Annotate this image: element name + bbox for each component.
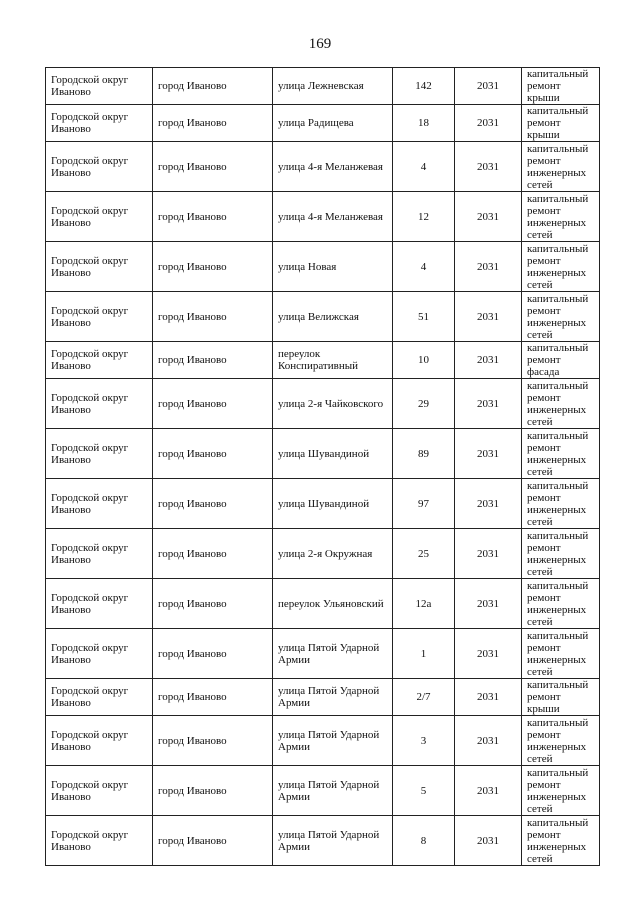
cell-house-number: 25 — [393, 529, 455, 579]
cell-city: город Иваново — [153, 429, 273, 479]
cell-municipality: Городской округ Иваново — [46, 379, 153, 429]
table-row — [46, 766, 600, 816]
table-row — [46, 292, 600, 342]
cell-city: город Иваново — [153, 68, 273, 105]
cell-house-number: 3 — [393, 716, 455, 766]
cell-city: город Иваново — [153, 629, 273, 679]
cell-house-number: 10 — [393, 342, 455, 379]
cell-street: улица Пятой Ударной Армии — [273, 629, 393, 679]
cell-year: 2031 — [455, 68, 522, 105]
table-row — [46, 579, 600, 629]
cell-municipality: Городской округ Иваново — [46, 629, 153, 679]
cell-street: улица Пятой Ударной Армии — [273, 766, 393, 816]
cell-city: город Иваново — [153, 479, 273, 529]
cell-house-number: 4 — [393, 242, 455, 292]
cell-work-type: капитальный ремонт инженерных сетей — [522, 379, 600, 429]
cell-street: улица Пятой Ударной Армии — [273, 679, 393, 716]
cell-city: город Иваново — [153, 292, 273, 342]
table-row — [46, 429, 600, 479]
cell-work-type: капитальный ремонт инженерных сетей — [522, 479, 600, 529]
cell-street: улица Лежневская — [273, 68, 393, 105]
cell-city: город Иваново — [153, 679, 273, 716]
cell-city: город Иваново — [153, 766, 273, 816]
cell-municipality: Городской округ Иваново — [46, 142, 153, 192]
cell-work-type: капитальный ремонт инженерных сетей — [522, 142, 600, 192]
cell-year: 2031 — [455, 429, 522, 479]
repair-schedule-table — [45, 67, 600, 866]
cell-municipality: Городской округ Иваново — [46, 716, 153, 766]
table-row — [46, 192, 600, 242]
table-row — [46, 242, 600, 292]
table-row — [46, 105, 600, 142]
cell-street: переулок Ульяновский — [273, 579, 393, 629]
cell-city: город Иваново — [153, 579, 273, 629]
table-row — [46, 342, 600, 379]
cell-city: город Иваново — [153, 105, 273, 142]
cell-year: 2031 — [455, 142, 522, 192]
cell-house-number: 1 — [393, 629, 455, 679]
cell-work-type: капитальный ремонт инженерных сетей — [522, 242, 600, 292]
cell-street: улица 4-я Меланжевая — [273, 192, 393, 242]
cell-street: улица Пятой Ударной Армии — [273, 716, 393, 766]
cell-municipality: Городской округ Иваново — [46, 342, 153, 379]
cell-year: 2031 — [455, 379, 522, 429]
cell-work-type: капитальный ремонт инженерных сетей — [522, 579, 600, 629]
cell-year: 2031 — [455, 816, 522, 866]
cell-work-type: капитальный ремонт фасада — [522, 342, 600, 379]
cell-year: 2031 — [455, 342, 522, 379]
cell-city: город Иваново — [153, 529, 273, 579]
cell-year: 2031 — [455, 679, 522, 716]
table-row — [46, 629, 600, 679]
cell-house-number: 12 — [393, 192, 455, 242]
table-row — [46, 679, 600, 716]
table-row — [46, 379, 600, 429]
cell-work-type: капитальный ремонт инженерных сетей — [522, 292, 600, 342]
cell-work-type: капитальный ремонт крыши — [522, 105, 600, 142]
cell-house-number: 97 — [393, 479, 455, 529]
table-row — [46, 142, 600, 192]
cell-street: улица Новая — [273, 242, 393, 292]
cell-municipality: Городской округ Иваново — [46, 766, 153, 816]
cell-city: город Иваново — [153, 142, 273, 192]
cell-street: улица 2-я Окружная — [273, 529, 393, 579]
cell-municipality: Городской округ Иваново — [46, 429, 153, 479]
cell-work-type: капитальный ремонт инженерных сетей — [522, 429, 600, 479]
cell-municipality: Городской округ Иваново — [46, 479, 153, 529]
cell-municipality: Городской округ Иваново — [46, 579, 153, 629]
cell-house-number: 142 — [393, 68, 455, 105]
cell-year: 2031 — [455, 192, 522, 242]
cell-year: 2031 — [455, 716, 522, 766]
table-body — [46, 68, 600, 866]
cell-work-type: капитальный ремонт инженерных сетей — [522, 629, 600, 679]
cell-house-number: 5 — [393, 766, 455, 816]
cell-municipality: Городской округ Иваново — [46, 529, 153, 579]
cell-municipality: Городской округ Иваново — [46, 679, 153, 716]
table-row — [46, 716, 600, 766]
cell-work-type: капитальный ремонт инженерных сетей — [522, 716, 600, 766]
cell-work-type: капитальный ремонт инженерных сетей — [522, 529, 600, 579]
cell-municipality: Городской округ Иваново — [46, 68, 153, 105]
cell-street: улица Шувандиной — [273, 479, 393, 529]
cell-year: 2031 — [455, 579, 522, 629]
cell-street: переулок Конспиративный — [273, 342, 393, 379]
cell-year: 2031 — [455, 292, 522, 342]
cell-city: город Иваново — [153, 816, 273, 866]
cell-municipality: Городской округ Иваново — [46, 192, 153, 242]
cell-street: улица Пятой Ударной Армии — [273, 816, 393, 866]
cell-house-number: 4 — [393, 142, 455, 192]
cell-house-number: 51 — [393, 292, 455, 342]
cell-street: улица 4-я Меланжевая — [273, 142, 393, 192]
cell-work-type: капитальный ремонт инженерных сетей — [522, 766, 600, 816]
table-row — [46, 479, 600, 529]
cell-year: 2031 — [455, 629, 522, 679]
cell-city: город Иваново — [153, 716, 273, 766]
page-number: 169 — [308, 36, 332, 52]
cell-municipality: Городской округ Иваново — [46, 816, 153, 866]
cell-street: улица Шувандиной — [273, 429, 393, 479]
cell-street: улица Радищева — [273, 105, 393, 142]
cell-municipality: Городской округ Иваново — [46, 105, 153, 142]
cell-house-number: 29 — [393, 379, 455, 429]
cell-year: 2031 — [455, 242, 522, 292]
cell-house-number: 8 — [393, 816, 455, 866]
cell-house-number: 12а — [393, 579, 455, 629]
cell-house-number: 18 — [393, 105, 455, 142]
table-row — [46, 68, 600, 105]
cell-city: город Иваново — [153, 379, 273, 429]
cell-city: город Иваново — [153, 342, 273, 379]
cell-year: 2031 — [455, 479, 522, 529]
cell-city: город Иваново — [153, 192, 273, 242]
cell-house-number: 89 — [393, 429, 455, 479]
cell-city: город Иваново — [153, 242, 273, 292]
cell-municipality: Городской округ Иваново — [46, 242, 153, 292]
cell-year: 2031 — [455, 766, 522, 816]
cell-work-type: капитальный ремонт инженерных сетей — [522, 192, 600, 242]
cell-house-number: 2/7 — [393, 679, 455, 716]
table-row — [46, 816, 600, 866]
cell-year: 2031 — [455, 529, 522, 579]
cell-work-type: капитальный ремонт крыши — [522, 679, 600, 716]
cell-municipality: Городской округ Иваново — [46, 292, 153, 342]
cell-work-type: капитальный ремонт инженерных сетей — [522, 816, 600, 866]
cell-work-type: капитальный ремонт крыши — [522, 68, 600, 105]
cell-street: улица Велижская — [273, 292, 393, 342]
table-row — [46, 529, 600, 579]
cell-street: улица 2-я Чайковского — [273, 379, 393, 429]
cell-year: 2031 — [455, 105, 522, 142]
